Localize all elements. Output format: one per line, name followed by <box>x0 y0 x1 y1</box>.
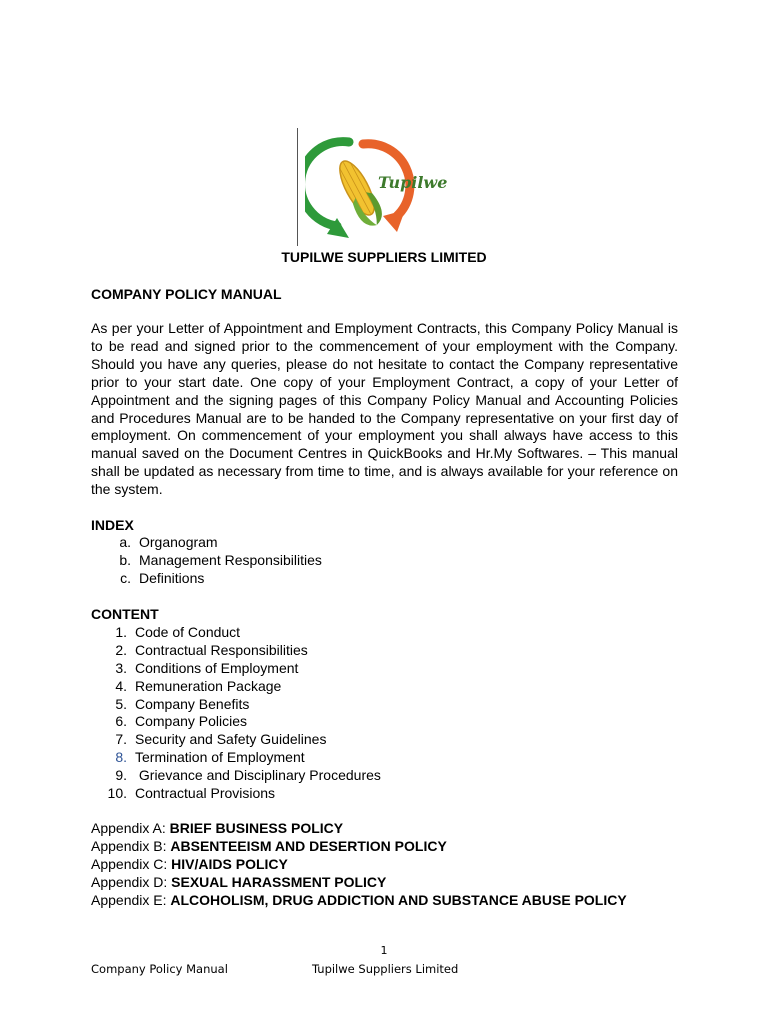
appendix-title: ABSENTEEISM AND DESERTION POLICY <box>170 837 447 854</box>
appendix-prefix: Appendix A: <box>91 820 170 836</box>
list-item <box>106 767 381 785</box>
list-marker: 5. <box>115 695 127 712</box>
appendix-prefix: Appendix C: <box>91 855 172 872</box>
list-item-label: Definitions <box>139 569 205 586</box>
list-item <box>106 660 381 678</box>
list-item <box>106 713 381 731</box>
index-list <box>110 534 322 588</box>
appendix-title: SEXUAL HARASSMENT POLICY <box>171 873 387 890</box>
list-item-label: Management Responsibilities <box>139 551 322 568</box>
logo-wordmark: Tupilwe <box>378 173 448 192</box>
appendix-prefix: Appendix B: <box>91 837 171 854</box>
list-marker: 8. <box>115 749 127 766</box>
list-item <box>110 534 322 552</box>
list-item <box>106 624 381 642</box>
list-item-label: Contractual Provisions <box>135 785 276 802</box>
appendix-title: ALCOHOLISM, DRUG ADDICTION AND SUBSTANCE ABUSE POLICY <box>170 891 627 908</box>
appendix-item <box>91 892 627 910</box>
intro-paragraph: As per your Letter of Appointment and Employment Contracts, this Company Policy Manual is to be read and signed prior to the commencement of your employment with the Company. Should you have any queries, please do not hesitate to contact the Company representative prior to your start date. One copy of your Employment Contract, a copy of your Letter of Appointment and the signing pages of this Company Policy Manual and Accounting Policies and Procedures Manual are to be handed to the Company representative on your first day of employment. On commencement of your employment you shall always have access to this manual saved on the Document Centres in QuickBooks and Hr.My Softwares. – This manual shall be updated as necessary from time to time, and is always available for your reference on the system. <box>91 320 678 498</box>
list-item-label: Conditions of Employment <box>135 659 299 676</box>
appendix-item <box>91 838 627 856</box>
list-item <box>106 785 381 803</box>
appendix-title: HIV/AIDS POLICY <box>171 855 288 872</box>
list-marker: a. <box>119 534 131 550</box>
list-marker: 10. <box>107 785 127 802</box>
logo-divider-line <box>297 128 298 246</box>
appendix-list <box>91 820 627 909</box>
content-heading: CONTENT <box>91 606 159 622</box>
appendix-item <box>91 874 627 892</box>
appendix-title: BRIEF BUSINESS POLICY <box>169 820 344 836</box>
manual-title: COMPANY POLICY MANUAL <box>91 286 282 302</box>
list-item-label: Organogram <box>139 534 218 550</box>
list-marker: 2. <box>115 641 127 658</box>
list-marker: 1. <box>115 624 127 640</box>
list-marker: 6. <box>115 713 127 730</box>
list-item <box>106 696 381 714</box>
company-name: TUPILWE SUPPLIERS LIMITED <box>281 249 487 265</box>
content-list <box>106 624 381 803</box>
list-item-label: Contractual Responsibilities <box>135 641 308 658</box>
index-heading: INDEX <box>91 517 134 533</box>
list-item-label: Company Policies <box>135 713 248 730</box>
appendix-prefix: Appendix D: <box>91 873 172 890</box>
list-item-label: Company Benefits <box>135 695 250 712</box>
footer-right-text: Tupilwe Suppliers Limited <box>312 962 459 976</box>
list-marker: 4. <box>115 677 127 694</box>
appendix-item <box>91 856 627 874</box>
footer-left-text: Company Policy Manual <box>91 962 228 976</box>
appendix-item <box>91 820 627 838</box>
list-item <box>110 552 322 570</box>
list-item <box>110 570 322 588</box>
list-item-label: Termination of Employment <box>135 749 305 766</box>
list-item <box>106 642 381 660</box>
list-marker: 3. <box>115 659 127 676</box>
list-item <box>106 749 381 767</box>
list-item-label: Security and Safety Guidelines <box>135 731 327 748</box>
appendix-prefix: Appendix E: <box>91 891 171 908</box>
list-item <box>106 678 381 696</box>
list-marker: c. <box>120 569 131 586</box>
list-item-label: Grievance and Disciplinary Procedures <box>135 767 381 784</box>
list-marker: 7. <box>115 731 127 748</box>
list-item <box>106 731 381 749</box>
list-item-label: Remuneration Package <box>135 677 282 694</box>
list-marker: b. <box>119 551 131 568</box>
list-item-label: Code of Conduct <box>135 624 241 640</box>
list-marker: 9. <box>115 767 127 784</box>
page-number: 1 <box>380 944 388 957</box>
tupilwe-logo <box>305 130 475 245</box>
